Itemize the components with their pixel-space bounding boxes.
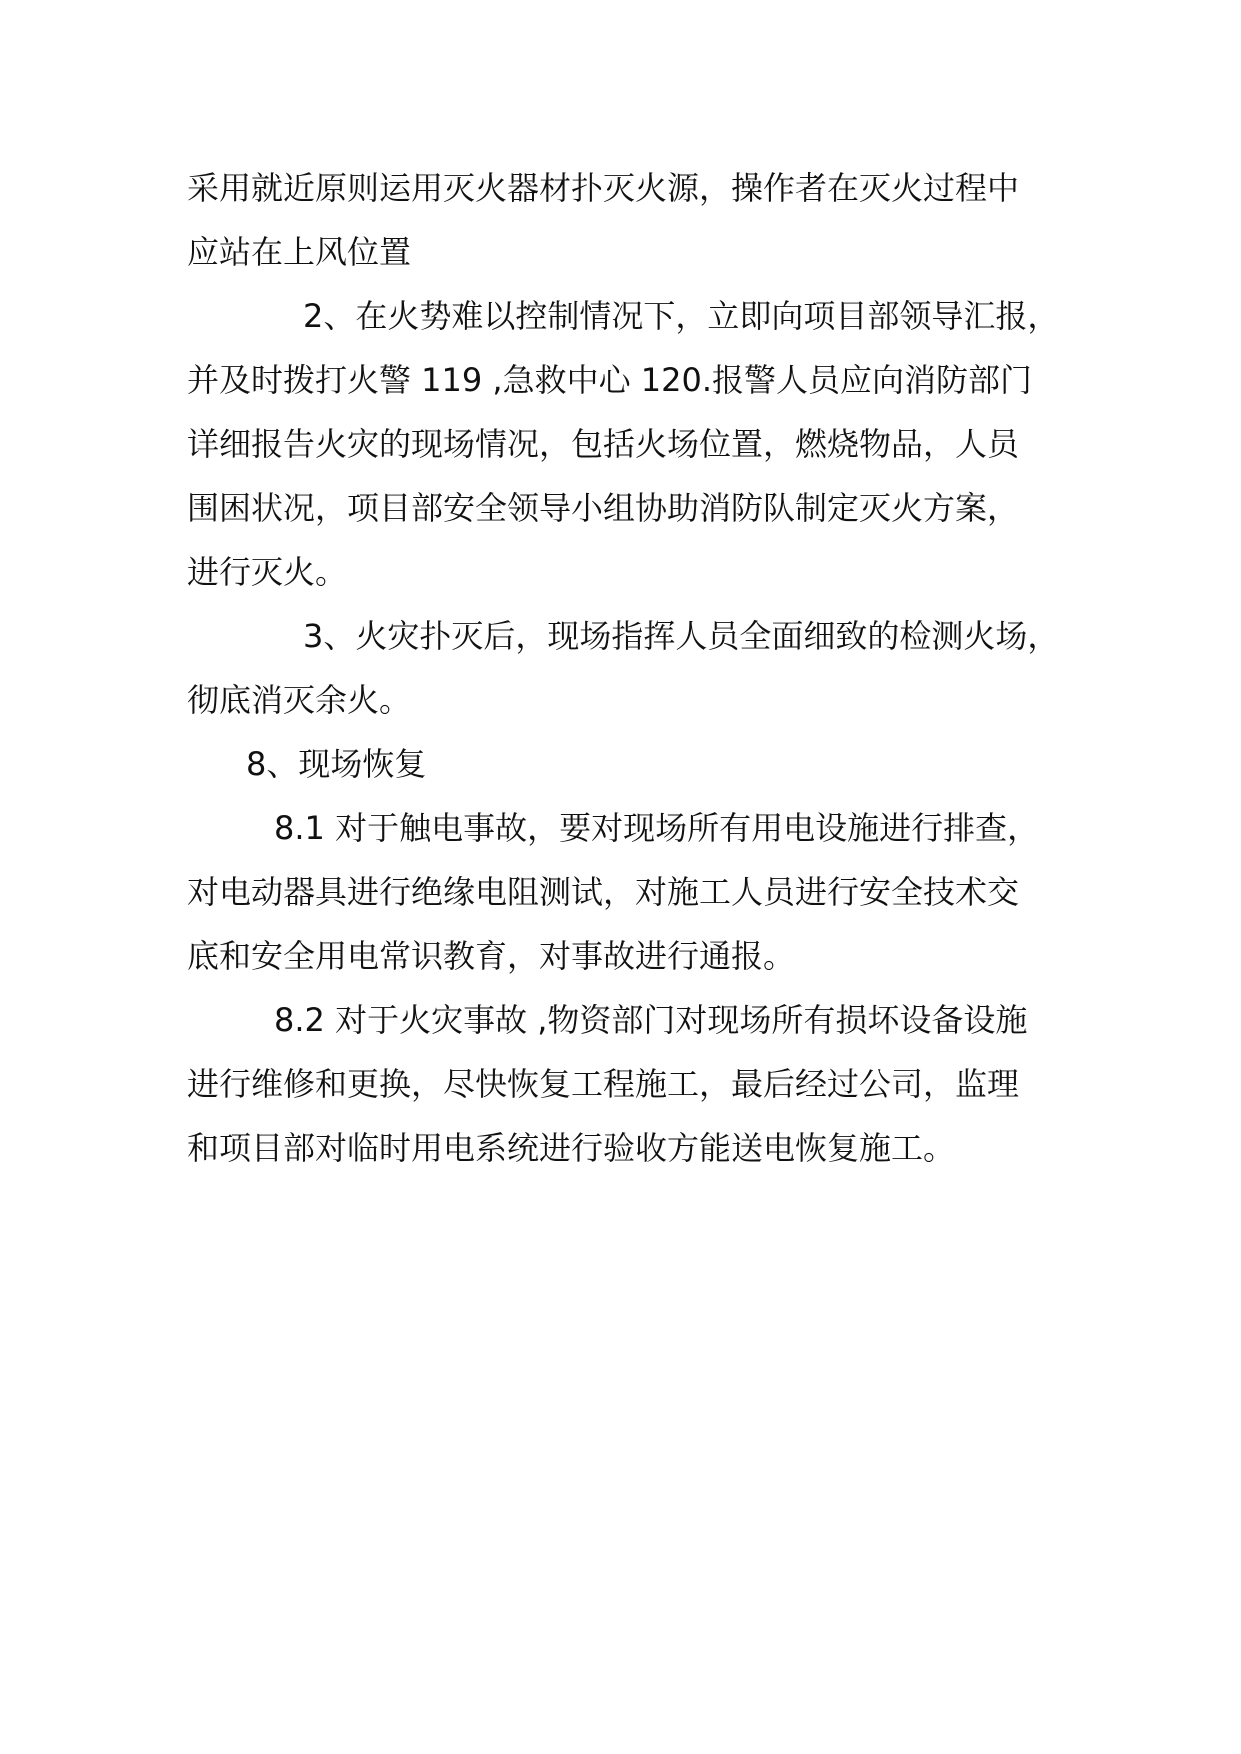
text-line: 2、在火势难以控制情况下，立即向项目部领导汇报， bbox=[303, 297, 1060, 335]
text-line: 应站在上风位置 bbox=[187, 233, 412, 271]
text-line: 8.1 对于触电事故，要对现场所有用电设施进行排查， bbox=[274, 809, 1040, 847]
text-line: 对电动器具进行绝缘电阻测试，对施工人员进行安全技术交 bbox=[187, 873, 1020, 911]
text-line: 进行维修和更换，尽快恢复工程施工，最后经过公司，监理 bbox=[187, 1065, 1020, 1103]
text-line: 围困状况，项目部安全领导小组协助消防队制定灭火方案， bbox=[187, 489, 1020, 527]
text-line: 并及时拨打火警 119 ,急救中心 120.报警人员应向消防部门 bbox=[187, 361, 1033, 399]
text-line: 彻底消灭余火。 bbox=[187, 681, 412, 719]
text-line: 采用就近原则运用灭火器材扑灭火源，操作者在灭火过程中 bbox=[187, 169, 1020, 207]
section-heading: 8、现场恢复 bbox=[246, 745, 427, 783]
text-line: 3、火灾扑灭后，现场指挥人员全面细致的检测火场， bbox=[303, 617, 1060, 655]
text-line: 底和安全用电常识教育，对事故进行通报。 bbox=[187, 937, 796, 975]
text-line: 进行灭火。 bbox=[187, 553, 348, 591]
text-line: 8.2 对于火灾事故 ,物资部门对现场所有损坏设备设施 bbox=[274, 1001, 1028, 1039]
text-line: 和项目部对临时用电系统进行验收方能送电恢复施工。 bbox=[187, 1129, 956, 1167]
text-line: 详细报告火灾的现场情况，包括火场位置，燃烧物品，人员 bbox=[187, 425, 1020, 463]
